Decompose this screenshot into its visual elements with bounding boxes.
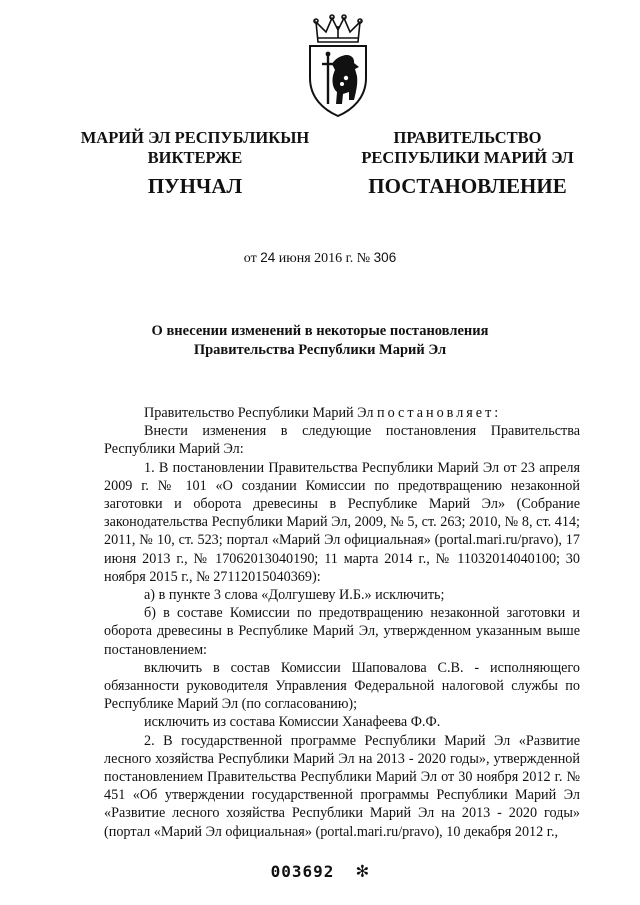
dateline-month-year: июня 2016 г. № [278, 251, 371, 266]
body-paragraph-3: а) в пункте 3 слова «Долгушеву И.Б.» исключить; [144, 587, 445, 604]
body-paragraph-6: исключить из состава Комиссии Ханафеева Ф.Ф. [144, 714, 441, 731]
intro-text: Правительство Республики Марий Эл [144, 405, 377, 421]
serial-number: 003692 [270, 862, 335, 881]
intro-verb: постановляет: [376, 405, 502, 421]
body-paragraph-4: б) в составе Комиссии по предотвращению незаконной заготовки и оборота древесины в Республике Марий Эл, утвержденном указанным выше постановлением: [104, 605, 580, 658]
header-right [345, 128, 590, 168]
document-subject [90, 322, 550, 360]
body-paragraph-1: Внести изменения в следующие постановления Правительства Республики Марий Эл: [104, 423, 580, 458]
header-left [70, 128, 320, 168]
subject-line2: Правительства Республики Марий Эл [193, 342, 447, 358]
body-paragraph-2: 1. В постановлении Правительства Республики Марий Эл от 23 апреля 2009 г. № 101 «О создании Комиссии по предотвращению незаконной заготовки и оборота древесины в Республике Марий Эл» (Собрание законодательства Республики Марий Эл, 2009, № 5, ст. 263; 2010, № 8, ст. 414; 2011, № 10, ст. 523; портал «Марий Эл официальная» (portal.mari.ru/pravo), 17 июня 2013 г., № 17062013040190; 11 марта 2014 г., № 11032014040100; 30 ноября 2015 г., № 27112015040369): [104, 459, 580, 585]
document-body [104, 404, 580, 841]
header-right-title: ПОСТАНОВЛЕНИЕ [368, 174, 567, 198]
dateline-day: 24 [260, 250, 276, 265]
document-dateline [0, 250, 640, 267]
serial-star-icon: ✻ [356, 858, 370, 882]
header-left-title: ПУНЧАЛ [147, 174, 243, 198]
body-paragraph-7: 2. В государственной программе Республики Марий Эл «Развитие лесного хозяйства Республики Марий Эл на 2013 - 2020 годы», утвержденной постановлением Правительства Республики Марий Эл от 30 ноября 2012 г. № 451 «Об утверждении государственной программы Республики Марий Эл «Развитие лесного хозяйства Республики Марий Эл на 2013 - 2020 годы» (портал «Марий Эл официальная» (portal.mari.ru/pravo), 10 декабря 2012 г., [104, 732, 580, 840]
header-right-line2: РЕСПУБЛИКИ МАРИЙ ЭЛ [361, 148, 574, 167]
coat-of-arms-icon [302, 12, 374, 118]
body-paragraph-intro [104, 404, 580, 422]
dateline-prefix: от [243, 251, 257, 266]
subject-line1: О внесении изменений в некоторые постановления [151, 323, 489, 339]
dateline-number: 306 [373, 250, 397, 265]
header-left-line2: ВИКТЕРЖЕ [147, 148, 243, 167]
header-right-line1: ПРАВИТЕЛЬСТВО [393, 128, 542, 147]
body-paragraph-5: включить в состав Комиссии Шаповалова С.В. - исполняющего обязанности руководителя Управления Федеральной налоговой службы по Республике Марий Эл (по согласованию); [104, 659, 580, 713]
header-left-line1: МАРИЙ ЭЛ РЕСПУБЛИКЫН [80, 128, 310, 147]
form-serial [0, 858, 640, 882]
